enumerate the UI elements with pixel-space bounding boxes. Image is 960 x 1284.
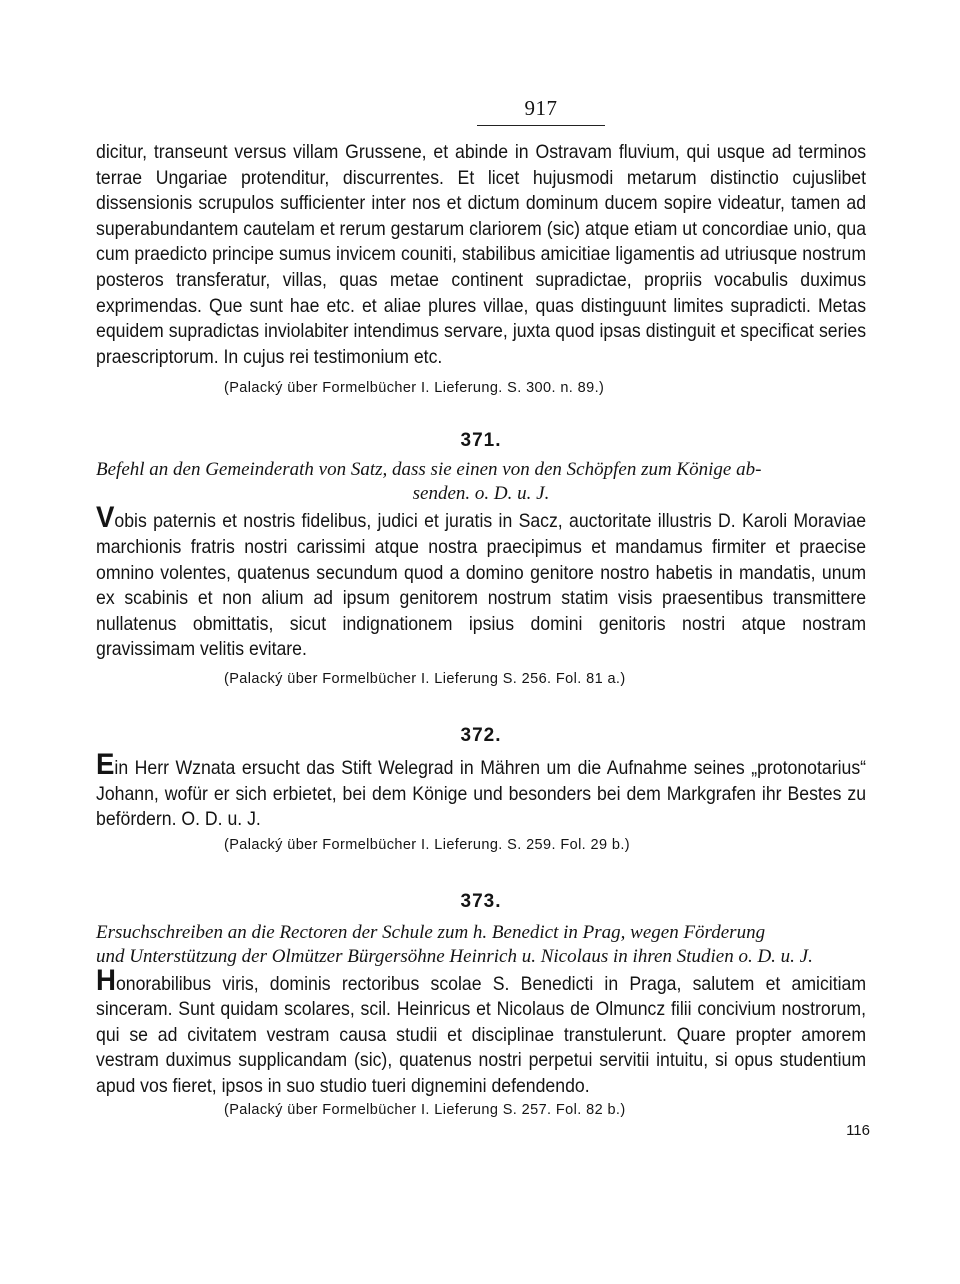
entry-body-371-text: obis paternis et nostris fidelibus, judici et juratis in Sacz, auctoritate illustris D. Karoli Moraviae marchionis fratris nostri carissimi atque nostra praecipimus et mandamus firmiter et praecise omnino volentes, quatenus secundum quod a domino genitore nostro habetis in mandatis, unum ex scabinis et non alium ad ipsum genitorem nostrum statim visis praesentibus transmittere nullatenus obmittatis, sicut indignationem ipsius domini genitoris nostri atque nostram gravissimam velitis evitare. <box>96 511 867 661</box>
entry-body-372 <box>96 747 867 833</box>
entry-title-371-line2: senden. o. D. u. J. <box>412 483 550 505</box>
entry-source-373: (Palacký über Formelbücher I. Lieferung S. 257. Fol. 82 b.) <box>224 1101 626 1118</box>
entry-title-373 <box>96 921 866 969</box>
entry-number-372: 372. <box>460 724 502 746</box>
entry-source-371: (Palacký über Formelbücher I. Lieferung S. 256. Fol. 81 a.) <box>224 670 626 687</box>
entry-body-373 <box>96 963 867 1100</box>
entry-number-373: 373. <box>460 890 502 912</box>
drop-cap: V <box>96 501 115 535</box>
entry-body-373-text: onorabilibus viris, dominis rectoribus scolae S. Benedicti in Praga, salutem et amicitiam sinceram. Sunt quidam scolares, scil. Heinricus et Nicolaus de Olmuncz filii concivium nostrorum, qui se ad civitatem vestram causa studii et disciplinae transtulerunt. Quare propter amorem vestram duximus supplicandam (sic), quatenus nostri perpetui servitii intuitu, si opus studentium apud vos fieret, ipsos in suo studio tueri dignemini defendendo. <box>96 973 867 1098</box>
page-number: 917 <box>524 96 558 120</box>
entry-title-373-line1: Ersuchschreiben an die Rectoren der Schule zum h. Benedict in Prag, wegen Förderung <box>96 921 766 943</box>
header-rule <box>477 125 605 126</box>
entry-body-372-text: in Herr Wznata ersucht das Stift Welegrad in Mähren um die Aufnahme seines „protonotarius“ Johann, wofür er sich erbietet, bei dem Könige und besonders bei dem Markgrafen ihr Bestes zu befördern. O. D. u. J. <box>96 757 867 831</box>
signature-mark: 116 <box>846 1121 870 1139</box>
entry-title-373-line2: und Unterstützung der Olmützer Bürgersöhne Heinrich u. Nicolaus in ihren Studien o. D. u. J. <box>96 945 813 967</box>
entry-title-371-line1: Befehl an den Gemeinderath von Satz, dass sie einen von den Schöpfen zum Könige ab- <box>96 459 762 481</box>
page <box>96 96 870 1139</box>
intro-source: (Palacký über Formelbücher I. Lieferung. S. 300. n. 89.) <box>224 380 605 397</box>
drop-cap: H <box>96 963 116 997</box>
drop-cap: E <box>96 747 115 781</box>
entry-source-372: (Palacký über Formelbücher I. Lieferung. S. 259. Fol. 29 b.) <box>224 836 631 853</box>
entry-number-371: 371. <box>460 430 502 452</box>
intro-paragraph: dicitur, transeunt versus villam Grussene, et abinde in Ostravam fluvium, qui usque ad terminos terrae Ungariae protenditur, discurrentes. Et licet hujusmodi metarum distinctio cujuslibet dissensionis scrupulos sufficienter inter nos et dictum dominum ducem sopire videatur, tamen ad superabundantem cautelam et rerum gestarum clariorem (sic) atque etiam ut concordiae unio, qua cum praedicto principe sumus invicem couniti, stabilibus amicitiae ligamentis ad utriusque nostrum posteros transferatur, villas, quas metae continent supradictae, propriis vocabulis duximus exprimendas. Que sunt hae etc. et aliae plures villae, quas distinguunt limites supradicti. Metas equidem supradictas inviolabiter intendimus servare, juxta quod ipsas distinguit et specificat series praescriptorum. In cujus rei testimonium etc. <box>96 142 867 368</box>
entry-title-371 <box>96 458 866 506</box>
entry-body-371 <box>96 501 867 663</box>
